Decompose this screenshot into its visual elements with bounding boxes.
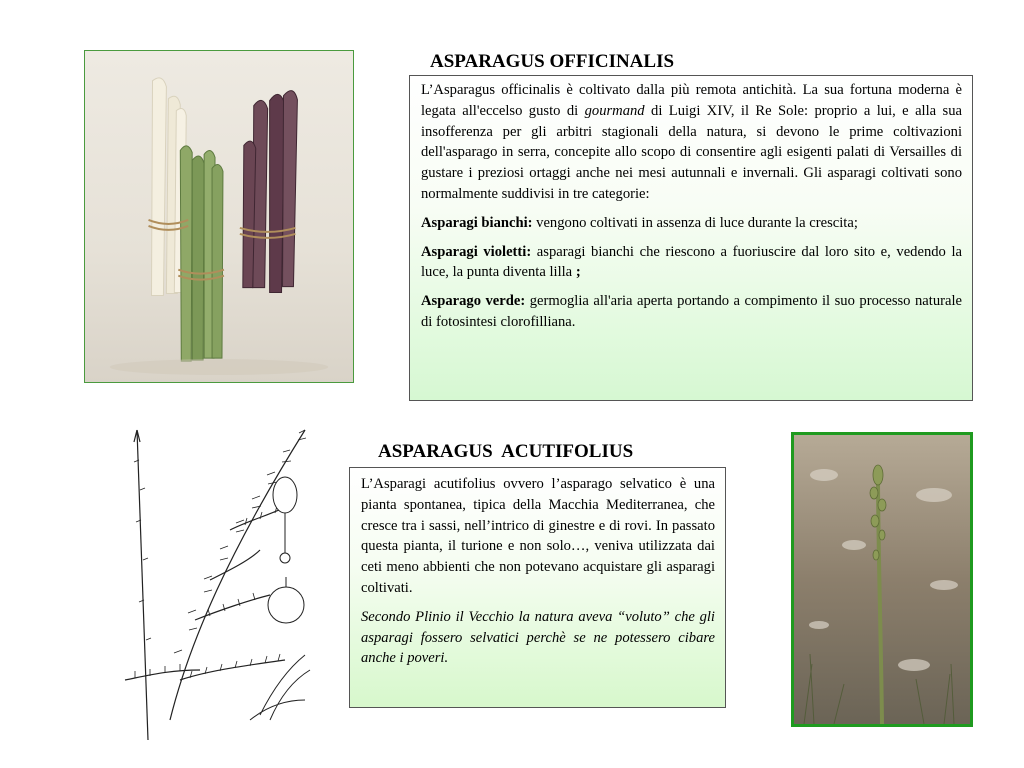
acutifolius-paragraph-2: Secondo Plinio il Vecchio la natura aveva “voluto” che gli asparagi fossero selvatici perchè se ne potessero cibare anche i poveri. (361, 608, 715, 667)
botanical-drawing (110, 420, 320, 750)
officinalis-text-box (409, 75, 973, 401)
section-title-acutifolius: ASPARAGUS ACUTIFOLIUS (378, 441, 634, 462)
intro-text-1: L’Asparagus officinalis è coltivato dalla più remota antichità. La sua fortuna moderna è legata all'eccelso gusto di (421, 82, 962, 119)
category-label: Asparagi bianchi: (421, 214, 533, 231)
acutifolius-paragraph-1: L’Asparagi acutifolius ovvero l’asparago selvatico è una pianta spontanea, tipica della Macchia Mediterranea, che cresce tra i sassi, nell’intrico di ginestre e di rovi. In passato questa pianta, il turione e non solo…, veniva utilizzata dai ceti meno abbienti che non potevano acquistare gli asparagi coltivati. (361, 476, 715, 596)
asparagus-bundles-photo (84, 50, 354, 383)
category-item (421, 291, 962, 333)
wild-asparagus-photo (791, 432, 973, 727)
category-label: Asparago verde: (421, 293, 526, 310)
section-title-officinalis: ASPARAGUS OFFICINALIS (430, 51, 675, 72)
officinalis-intro (421, 80, 962, 205)
intro-italic: gourmand (584, 102, 645, 119)
category-text: vengono coltivati in assenza di luce durante la crescita; (532, 214, 858, 231)
category-suffix: ; (575, 264, 581, 281)
category-item (421, 242, 962, 284)
category-label: Asparagi violetti: (421, 243, 532, 260)
acutifolius-text-box (349, 467, 726, 708)
category-text: asparagi bianchi che riescono a fuoriuscire dal loro sito e, vedendo la luce, la punta diventa lilla (421, 243, 962, 281)
category-text: germoglia all'aria aperta portando a compimento il suo processo naturale di fotosintesi clorofilliana. (421, 293, 962, 330)
intro-text-2: di Luigi XIV, il Re Sole: proprio a lui, e alla sua insofferenza per gli arbitri stagionali della natura, si devono le prime coltivazioni dell'asparago in serra, concepite allo scopo di consentire agli esigenti palati di Versailles di gustare i preziosi ortaggi anche nei mesi autunnali e invernali. Gli asparagi coltivati sono normalmente suddivisi in tre categorie: (421, 102, 962, 202)
category-item (421, 213, 962, 234)
